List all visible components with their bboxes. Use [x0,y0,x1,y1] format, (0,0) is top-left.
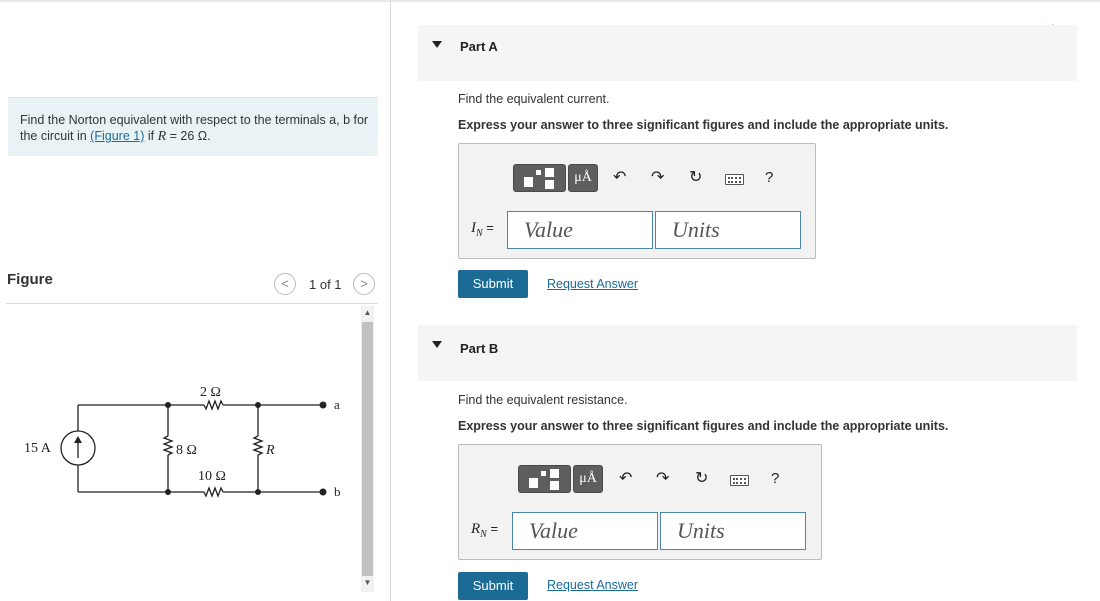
help-icon[interactable]: ? [771,470,780,487]
figure-link[interactable]: (Figure 1) [90,129,145,143]
collapse-triangle-icon [432,341,442,348]
scroll-up-icon[interactable]: ▲ [363,308,372,317]
resistance-value: = 26 Ω. [166,129,211,143]
circuit-diagram [20,370,350,510]
redo-icon[interactable]: ↷ [651,169,665,186]
resistor-left-label: 8 Ω [176,443,197,458]
undo-icon[interactable]: ↶ [613,169,627,186]
part-b-request-answer-link[interactable]: Request Answer [547,578,639,592]
part-b-units-input[interactable]: Units [660,512,806,550]
figure-scrollbar-thumb[interactable] [362,322,373,576]
part-b-header[interactable] [418,325,1077,381]
part-b-value-input[interactable]: Value [512,512,658,550]
part-b-instruction: Express your answer to three significant figures and include the appropriate units. [458,419,949,433]
part-a-question: Find the equivalent current. [458,92,610,106]
panel-divider [390,0,391,601]
template-icon [524,177,533,187]
figure-separator [6,303,378,304]
units-button[interactable]: μÅ [573,465,603,493]
reset-icon[interactable]: ↻ [695,470,709,487]
templates-button[interactable] [518,465,571,493]
part-a-variable: $I_N$ = [471,220,494,239]
part-b-question: Find the equivalent resistance. [458,393,628,407]
prev-figure-button[interactable] [274,273,296,295]
part-a-title: Part A [460,39,498,54]
reset-icon[interactable]: ↻ [689,169,703,186]
part-b-title: Part B [460,341,499,356]
problem-text-if: if [144,129,158,143]
resistor-top-label: 2 Ω [200,385,221,400]
resistance-variable: R [157,129,167,144]
part-b-answer-box [458,444,822,560]
keyboard-icon[interactable] [730,475,749,486]
undo-icon[interactable]: ↶ [619,470,633,487]
resistor-r-label: R [266,443,275,458]
chevron-right-icon: > [360,276,368,291]
chevron-left-icon: < [281,276,289,291]
part-a-units-input[interactable]: Units [655,211,801,249]
terminal-a-label: a [334,397,340,412]
scroll-down-icon[interactable]: ▼ [363,578,372,587]
collapse-triangle-icon [432,41,442,48]
figure-title: Figure [7,271,53,288]
top-border [0,0,1100,2]
part-a-submit-button[interactable]: Submit [458,270,528,298]
part-a-request-answer-link[interactable]: Request Answer [547,277,639,291]
part-b-submit-button[interactable]: Submit [458,572,528,600]
problem-statement [8,97,378,156]
resistor-bottom-label: 10 Ω [198,469,226,484]
source-label: 15 A [24,441,51,456]
redo-icon[interactable]: ↷ [656,470,670,487]
template-icon [529,478,538,488]
keyboard-icon[interactable] [725,174,744,185]
problem-text: Find the Norton equivalent with respect to the terminals a, b for the circuit in [20,113,369,143]
units-button[interactable]: μÅ [568,164,598,192]
part-a-header[interactable] [418,25,1077,81]
help-icon[interactable]: ? [765,169,774,186]
part-a-value-input[interactable]: Value [507,211,653,249]
next-figure-button[interactable] [353,273,375,295]
part-a-answer-box [458,143,816,259]
figure-pager-count: 1 of 1 [309,277,342,292]
part-a-instruction: Express your answer to three significant figures and include the appropriate units. [458,118,949,132]
terminal-b-label: b [334,484,341,499]
templates-button[interactable] [513,164,566,192]
part-b-variable: $R_N$ = [471,521,499,540]
